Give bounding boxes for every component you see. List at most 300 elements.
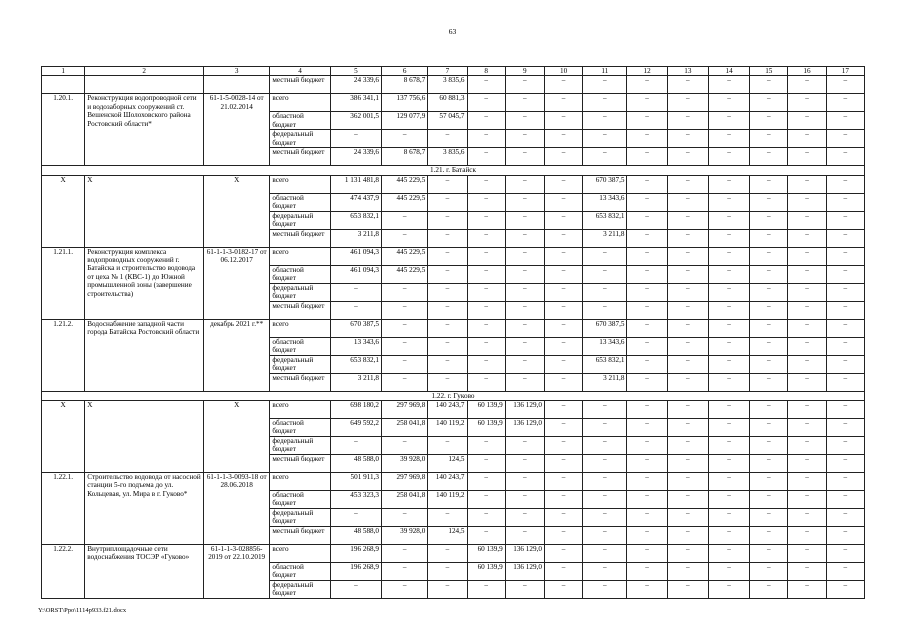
column-number: 8 [467, 67, 505, 76]
amount-cell: – [428, 175, 467, 193]
column-number: 15 [750, 67, 788, 76]
empty-dash: – [826, 211, 864, 229]
empty-dash: – [750, 562, 788, 580]
empty-dash: – [788, 94, 826, 112]
empty-dash: – [708, 508, 749, 526]
empty-dash: – [505, 247, 544, 265]
empty-dash: – [544, 283, 582, 301]
amount-cell: 670 387,5 [330, 319, 381, 337]
empty-dash: – [826, 508, 864, 526]
empty-dash: – [627, 400, 667, 418]
empty-dash: – [583, 265, 627, 283]
empty-dash: – [583, 130, 627, 148]
amount-cell: – [428, 544, 467, 562]
amount-cell: – [330, 580, 381, 598]
empty-dash: – [788, 229, 826, 247]
empty-dash: – [467, 112, 505, 130]
amount-cell: – [428, 283, 467, 301]
empty-dash: – [583, 148, 627, 166]
item-number: X [42, 175, 85, 247]
funding-source: областной бюджет [270, 112, 330, 130]
empty-dash: – [708, 490, 749, 508]
empty-dash: – [826, 283, 864, 301]
empty-dash: – [667, 580, 708, 598]
column-number: 13 [667, 67, 708, 76]
empty-dash: – [505, 337, 544, 355]
amount-cell: 3 211,8 [330, 373, 381, 391]
amount-cell: 39 928,0 [382, 526, 428, 544]
empty-dash: – [788, 283, 826, 301]
empty-dash: – [708, 283, 749, 301]
empty-dash: – [708, 436, 749, 454]
empty-dash: – [583, 94, 627, 112]
empty-dash: – [467, 211, 505, 229]
amount-cell: – [330, 436, 381, 454]
amount-cell: – [382, 436, 428, 454]
amount-cell: 653 832,1 [330, 355, 381, 373]
empty-dash: – [544, 211, 582, 229]
empty-dash: – [826, 490, 864, 508]
empty-dash: – [750, 76, 788, 94]
item-number: 1.22.1. [42, 472, 85, 544]
empty-dash: – [667, 373, 708, 391]
empty-dash: – [826, 247, 864, 265]
empty-dash: – [788, 355, 826, 373]
empty-dash: – [544, 472, 582, 490]
empty-dash: – [826, 580, 864, 598]
empty-dash: – [667, 454, 708, 472]
empty-dash: – [627, 580, 667, 598]
amount-cell: – [428, 301, 467, 319]
empty-dash: – [667, 472, 708, 490]
empty-dash: – [788, 211, 826, 229]
empty-dash: – [505, 472, 544, 490]
amount-cell: – [382, 355, 428, 373]
empty-dash: – [826, 94, 864, 112]
amount-cell: 3 211,8 [330, 229, 381, 247]
empty-dash: – [750, 148, 788, 166]
amount-cell: 13 343,6 [583, 193, 627, 211]
amount-cell: – [330, 508, 381, 526]
amount-cell: 196 268,9 [330, 544, 381, 562]
funding-source: местный бюджет [270, 148, 330, 166]
project-document: 61-1-5-0028-14 от 21.02.2014 [203, 94, 269, 166]
column-number: 17 [826, 67, 864, 76]
funding-source: местный бюджет [270, 373, 330, 391]
column-number: 5 [330, 67, 381, 76]
amount-cell: – [428, 373, 467, 391]
empty-dash: – [467, 508, 505, 526]
empty-dash: – [826, 544, 864, 562]
amount-cell: 136 129,0 [505, 562, 544, 580]
item-number: X [42, 400, 85, 472]
funding-source: местный бюджет [270, 526, 330, 544]
amount-cell: 124,5 [428, 454, 467, 472]
empty-dash: – [544, 247, 582, 265]
amount-cell: 1 131 481,8 [330, 175, 381, 193]
funding-source: всего [270, 175, 330, 193]
column-number: 14 [708, 67, 749, 76]
empty-dash: – [667, 418, 708, 436]
empty-dash: – [467, 247, 505, 265]
empty-dash: – [750, 337, 788, 355]
empty-dash: – [708, 355, 749, 373]
amount-cell: 3 211,8 [583, 229, 627, 247]
amount-cell: – [467, 454, 505, 472]
empty-dash: – [750, 94, 788, 112]
empty-dash: – [708, 562, 749, 580]
empty-dash: – [544, 454, 582, 472]
empty-dash: – [788, 580, 826, 598]
section-heading-row [42, 166, 865, 175]
amount-cell: 258 041,8 [382, 490, 428, 508]
empty-dash: – [750, 175, 788, 193]
empty-dash: – [788, 337, 826, 355]
empty-dash: – [750, 193, 788, 211]
empty-dash: – [544, 175, 582, 193]
empty-dash: – [544, 112, 582, 130]
empty-dash: – [750, 247, 788, 265]
project-name: Внутриплощадочные сети водоснабжения ТОСЭР «Гуково» [85, 544, 204, 598]
empty-dash: – [467, 175, 505, 193]
empty-dash: – [544, 229, 582, 247]
empty-dash: – [627, 229, 667, 247]
amount-cell: – [382, 562, 428, 580]
amount-cell: 39 928,0 [382, 454, 428, 472]
empty-dash: – [627, 418, 667, 436]
empty-dash: – [627, 373, 667, 391]
empty-dash: – [750, 211, 788, 229]
empty-dash: – [627, 265, 667, 283]
amount-cell: – [382, 301, 428, 319]
empty-dash: – [627, 508, 667, 526]
empty-dash: – [788, 400, 826, 418]
empty-dash: – [627, 472, 667, 490]
section-heading: 1.22. г. Гуково [42, 391, 865, 400]
empty-dash: – [708, 526, 749, 544]
amount-cell: – [428, 355, 467, 373]
funding-source: федеральный бюджет [270, 436, 330, 454]
empty-dash: – [667, 94, 708, 112]
empty-dash: – [826, 526, 864, 544]
amount-cell: – [330, 130, 381, 148]
empty-dash: – [667, 337, 708, 355]
empty-dash: – [667, 112, 708, 130]
empty-dash: – [627, 436, 667, 454]
amount-cell: 57 045,7 [428, 112, 467, 130]
empty-dash: – [544, 319, 582, 337]
empty-dash: – [583, 418, 627, 436]
amount-cell: 3 211,8 [583, 373, 627, 391]
empty-dash: – [627, 76, 667, 94]
empty-dash: – [826, 319, 864, 337]
empty-dash: – [750, 454, 788, 472]
empty-dash: – [667, 319, 708, 337]
empty-dash: – [505, 211, 544, 229]
amount-cell: – [505, 436, 544, 454]
column-number: 10 [544, 67, 582, 76]
empty-dash: – [467, 319, 505, 337]
empty-cell [85, 76, 204, 94]
empty-dash: – [667, 193, 708, 211]
empty-dash: – [544, 508, 582, 526]
amount-cell: 653 832,1 [330, 211, 381, 229]
empty-dash: – [667, 355, 708, 373]
empty-dash: – [583, 454, 627, 472]
empty-dash: – [750, 229, 788, 247]
empty-dash: – [583, 562, 627, 580]
empty-dash: – [667, 400, 708, 418]
column-number: 12 [627, 67, 667, 76]
empty-dash: – [750, 319, 788, 337]
empty-dash: – [750, 508, 788, 526]
empty-dash: – [708, 580, 749, 598]
amount-cell: 698 180,2 [330, 400, 381, 418]
empty-dash: – [505, 130, 544, 148]
empty-dash: – [467, 148, 505, 166]
empty-dash: – [505, 526, 544, 544]
empty-dash: – [467, 373, 505, 391]
amount-cell: – [467, 436, 505, 454]
empty-dash: – [708, 472, 749, 490]
empty-dash: – [750, 373, 788, 391]
empty-dash: – [826, 562, 864, 580]
empty-dash: – [505, 112, 544, 130]
empty-dash: – [505, 373, 544, 391]
amount-cell: 140 119,2 [428, 418, 467, 436]
empty-dash: – [505, 175, 544, 193]
empty-dash: – [583, 436, 627, 454]
empty-dash: – [667, 301, 708, 319]
empty-dash: – [788, 76, 826, 94]
empty-dash: – [505, 319, 544, 337]
empty-dash: – [627, 454, 667, 472]
empty-dash: – [750, 580, 788, 598]
amount-cell: – [428, 337, 467, 355]
funding-source: областной бюджет [270, 418, 330, 436]
funding-source: областной бюджет [270, 562, 330, 580]
empty-dash: – [788, 454, 826, 472]
page-number: 63 [448, 27, 457, 36]
amount-cell: 653 832,1 [583, 355, 627, 373]
empty-dash: – [467, 490, 505, 508]
empty-dash: – [826, 229, 864, 247]
empty-dash: – [750, 283, 788, 301]
amount-cell: 453 323,3 [330, 490, 381, 508]
empty-dash: – [826, 175, 864, 193]
empty-dash: – [667, 148, 708, 166]
empty-dash: – [708, 418, 749, 436]
empty-dash: – [627, 112, 667, 130]
empty-dash: – [467, 337, 505, 355]
empty-dash: – [627, 148, 667, 166]
empty-dash: – [667, 508, 708, 526]
empty-dash: – [788, 301, 826, 319]
empty-dash: – [788, 319, 826, 337]
amount-cell: 3 835,6 [428, 76, 467, 94]
empty-dash: – [708, 229, 749, 247]
empty-dash: – [708, 211, 749, 229]
amount-cell: – [382, 211, 428, 229]
empty-dash: – [627, 544, 667, 562]
empty-dash: – [627, 193, 667, 211]
amount-cell: 13 343,6 [583, 337, 627, 355]
empty-dash: – [505, 301, 544, 319]
empty-dash: – [544, 130, 582, 148]
amount-cell: – [505, 580, 544, 598]
empty-dash: – [708, 175, 749, 193]
empty-dash: – [708, 400, 749, 418]
amount-cell: – [382, 508, 428, 526]
empty-dash: – [505, 193, 544, 211]
project-name: Строительство водовода от насосной станции 5-го подъема до ул. Кольцевая, ул. Мира в г. Гуково* [85, 472, 204, 544]
project-name: Водоснабжение западной части города Батайска Ростовский области [85, 319, 204, 391]
column-number: 6 [382, 67, 428, 76]
amount-cell: 649 592,2 [330, 418, 381, 436]
empty-dash: – [750, 544, 788, 562]
amount-cell: 445 229,5 [382, 175, 428, 193]
empty-dash: – [583, 76, 627, 94]
amount-cell: 258 041,8 [382, 418, 428, 436]
footer-file-path: Y:\ORST\Ppo\1114p933.f21.docx [38, 607, 127, 614]
project-name: Реконструкция водопроводной сети и водозаборных сооружений ст. Вешенской Шолоховского района Ростовский области* [85, 94, 204, 166]
amount-cell: 297 969,8 [382, 472, 428, 490]
empty-dash: – [467, 193, 505, 211]
empty-dash: – [467, 229, 505, 247]
empty-dash: – [826, 355, 864, 373]
empty-dash: – [583, 580, 627, 598]
empty-dash: – [750, 472, 788, 490]
column-number: 7 [428, 67, 467, 76]
amount-cell: 140 243,7 [428, 400, 467, 418]
empty-dash: – [788, 472, 826, 490]
empty-dash: – [750, 490, 788, 508]
amount-cell: – [428, 508, 467, 526]
amount-cell: – [428, 247, 467, 265]
empty-dash: – [750, 400, 788, 418]
empty-dash: – [544, 400, 582, 418]
column-number: 3 [203, 67, 269, 76]
empty-dash: – [750, 112, 788, 130]
table-row [42, 76, 865, 94]
empty-dash: – [826, 337, 864, 355]
table-row [42, 94, 865, 112]
project-document: декабрь 2021 г.** [203, 319, 269, 391]
empty-dash: – [667, 211, 708, 229]
empty-dash: – [826, 130, 864, 148]
empty-dash: – [544, 337, 582, 355]
empty-dash: – [788, 130, 826, 148]
empty-dash: – [627, 283, 667, 301]
amount-cell: 48 588,0 [330, 526, 381, 544]
amount-cell: – [428, 319, 467, 337]
empty-dash: – [788, 148, 826, 166]
empty-dash: – [583, 490, 627, 508]
empty-dash: – [544, 76, 582, 94]
amount-cell: 60 139,9 [467, 544, 505, 562]
empty-dash: – [667, 526, 708, 544]
amount-cell: – [382, 337, 428, 355]
amount-cell: – [428, 580, 467, 598]
amount-cell: 129 077,9 [382, 112, 428, 130]
table-row [42, 319, 865, 337]
empty-dash: – [544, 544, 582, 562]
empty-dash: – [505, 229, 544, 247]
empty-dash: – [544, 301, 582, 319]
funding-source: областной бюджет [270, 490, 330, 508]
empty-dash: – [505, 283, 544, 301]
project-document: X [203, 400, 269, 472]
empty-dash: – [826, 400, 864, 418]
empty-dash: – [708, 148, 749, 166]
funding-source: местный бюджет [270, 454, 330, 472]
amount-cell: 137 756,6 [382, 94, 428, 112]
amount-cell: – [382, 130, 428, 148]
empty-dash: – [826, 436, 864, 454]
amount-cell: 60 139,9 [467, 400, 505, 418]
empty-dash: – [467, 130, 505, 148]
empty-dash: – [627, 175, 667, 193]
column-number: 2 [85, 67, 204, 76]
amount-cell: 136 129,0 [505, 400, 544, 418]
funding-source: всего [270, 472, 330, 490]
empty-dash: – [826, 301, 864, 319]
empty-dash: – [788, 112, 826, 130]
empty-dash: – [750, 130, 788, 148]
empty-dash: – [750, 301, 788, 319]
empty-dash: – [467, 283, 505, 301]
column-number: 9 [505, 67, 544, 76]
amount-cell: 8 678,7 [382, 76, 428, 94]
column-number-row [42, 67, 865, 76]
empty-dash: – [750, 418, 788, 436]
amount-cell: – [428, 229, 467, 247]
item-number: 1.21.1. [42, 247, 85, 319]
empty-dash: – [627, 319, 667, 337]
amount-cell: 24 339,6 [330, 148, 381, 166]
empty-dash: – [826, 265, 864, 283]
empty-dash: – [667, 175, 708, 193]
empty-dash: – [627, 211, 667, 229]
empty-dash: – [750, 436, 788, 454]
empty-dash: – [505, 94, 544, 112]
empty-dash: – [708, 454, 749, 472]
empty-dash: – [627, 562, 667, 580]
amount-cell: – [428, 193, 467, 211]
empty-dash: – [544, 355, 582, 373]
amount-cell: 140 119,2 [428, 490, 467, 508]
amount-cell: – [467, 580, 505, 598]
empty-dash: – [750, 265, 788, 283]
empty-dash: – [788, 436, 826, 454]
empty-dash: – [627, 526, 667, 544]
empty-dash: – [627, 247, 667, 265]
project-document: 61-1-1-3-0182-17 от 06.12.2017 [203, 247, 269, 319]
amount-cell: 386 341,1 [330, 94, 381, 112]
empty-dash: – [788, 508, 826, 526]
funding-source: местный бюджет [270, 229, 330, 247]
project-name: X [85, 400, 204, 472]
amount-cell: 136 129,0 [505, 544, 544, 562]
column-number: 11 [583, 67, 627, 76]
amount-cell: 362 001,5 [330, 112, 381, 130]
project-document: X [203, 175, 269, 247]
amount-cell: 461 094,3 [330, 247, 381, 265]
empty-cell [42, 76, 85, 94]
amount-cell: 653 832,1 [583, 211, 627, 229]
empty-dash: – [826, 418, 864, 436]
empty-dash: – [750, 355, 788, 373]
